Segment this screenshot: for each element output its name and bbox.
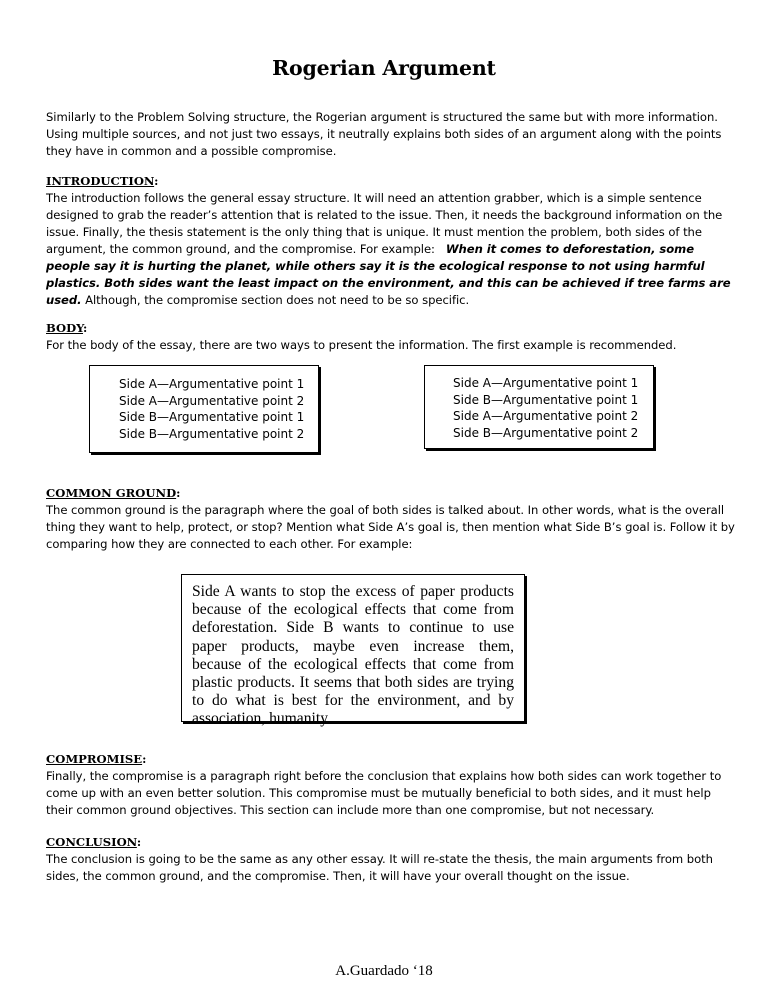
compromise-text: Finally, the compromise is a paragraph right before the conclusion that explains how both sides can work together to come up with an even better solution. This compromise must be mutually beneficial to both sides, and it must help their common ground objectives. This section can include more than one compromise, but not necessary.	[46, 769, 722, 817]
introduction-heading: INTRODUCTION:	[46, 174, 159, 188]
common-ground-text: The common ground is the paragraph where the goal of both sides is talked about. In other words, what is the overall thing they want to help, protect, or stop? Mention what Side A’s goal is, then mention what Side B’s goal is. Follow it by comparing how they are connected to each other. For example:	[46, 503, 735, 551]
intro-paragraph: Similarly to the Problem Solving structure, the Rogerian argument is structured the same but with more information. Using multiple sources, and not just two essays, it neutrally explains both sides of an argument along with the points they have in common and a possible compromise.	[46, 110, 722, 158]
thesis-example: When it comes to deforestation, some people say it is hurting the planet, while others say it is the ecological response to not using harmful plastics. Both sides want the least impact on the environment, and this can be achieved if tree farms are used.	[46, 242, 731, 307]
box1-line: Side A—Argumentative point 2	[119, 393, 305, 408]
introduction-text: The introduction follows the general essay structure. It will need an attention grabber, which is a simple sentence designed to grab the reader’s attention that is related to the issue. Then, it needs the background information on the issue. Finally, the thesis statement is the only thing that is unique. It must mention the problem, both sides of the argument, the common ground, and the compromise. For example: When it comes to deforestation, some people say it is hurting the planet, while others say it is the ecological response to not using harmful plastics. Both sides want the least impact on the environment, and this can be achieved if tree farms are used. Although, the compromise section does not need to be so specific.	[46, 191, 731, 307]
body-heading: BODY:	[46, 321, 88, 335]
box1-line: Side B—Argumentative point 2	[119, 426, 305, 441]
body-structure-box-2	[424, 365, 654, 449]
box1-line: Side B—Argumentative point 1	[119, 410, 305, 424]
compromise-heading: COMPROMISE:	[46, 752, 147, 766]
box1-line: Side A—Argumentative point 1	[119, 377, 305, 391]
footer-author: A.Guardado ‘18	[335, 963, 433, 979]
conclusion-text: The conclusion is going to be the same as any other essay. It will re-state the thesis, the main arguments from both sides, the common ground, and the compromise. Then, it will have your overall thought on the issue.	[46, 852, 713, 883]
body-text: For the body of the essay, there are two ways to present the information. The first example is recommended.	[46, 338, 677, 352]
box2-line: Side B—Argumentative point 2	[453, 425, 639, 440]
box2-line: Side A—Argumentative point 1	[453, 376, 639, 390]
common-ground-example-box: Side A wants to stop the excess of paper products because of the ecological effects that come from deforestation. Side B wants to continue to use paper products, maybe even increase them, because of the ecological effects that come from plastic products. It seems that both sides are trying to do what is best for the environment, and by association, humanity.	[181, 574, 525, 722]
page-title: Rogerian Argument	[272, 56, 496, 80]
body-structure-box-1	[89, 365, 319, 453]
conclusion-heading: CONCLUSION:	[46, 835, 142, 849]
box2-line: Side B—Argumentative point 1	[453, 392, 639, 407]
box2-line: Side A—Argumentative point 2	[453, 409, 639, 423]
common-ground-heading: COMMON GROUND:	[46, 486, 181, 500]
